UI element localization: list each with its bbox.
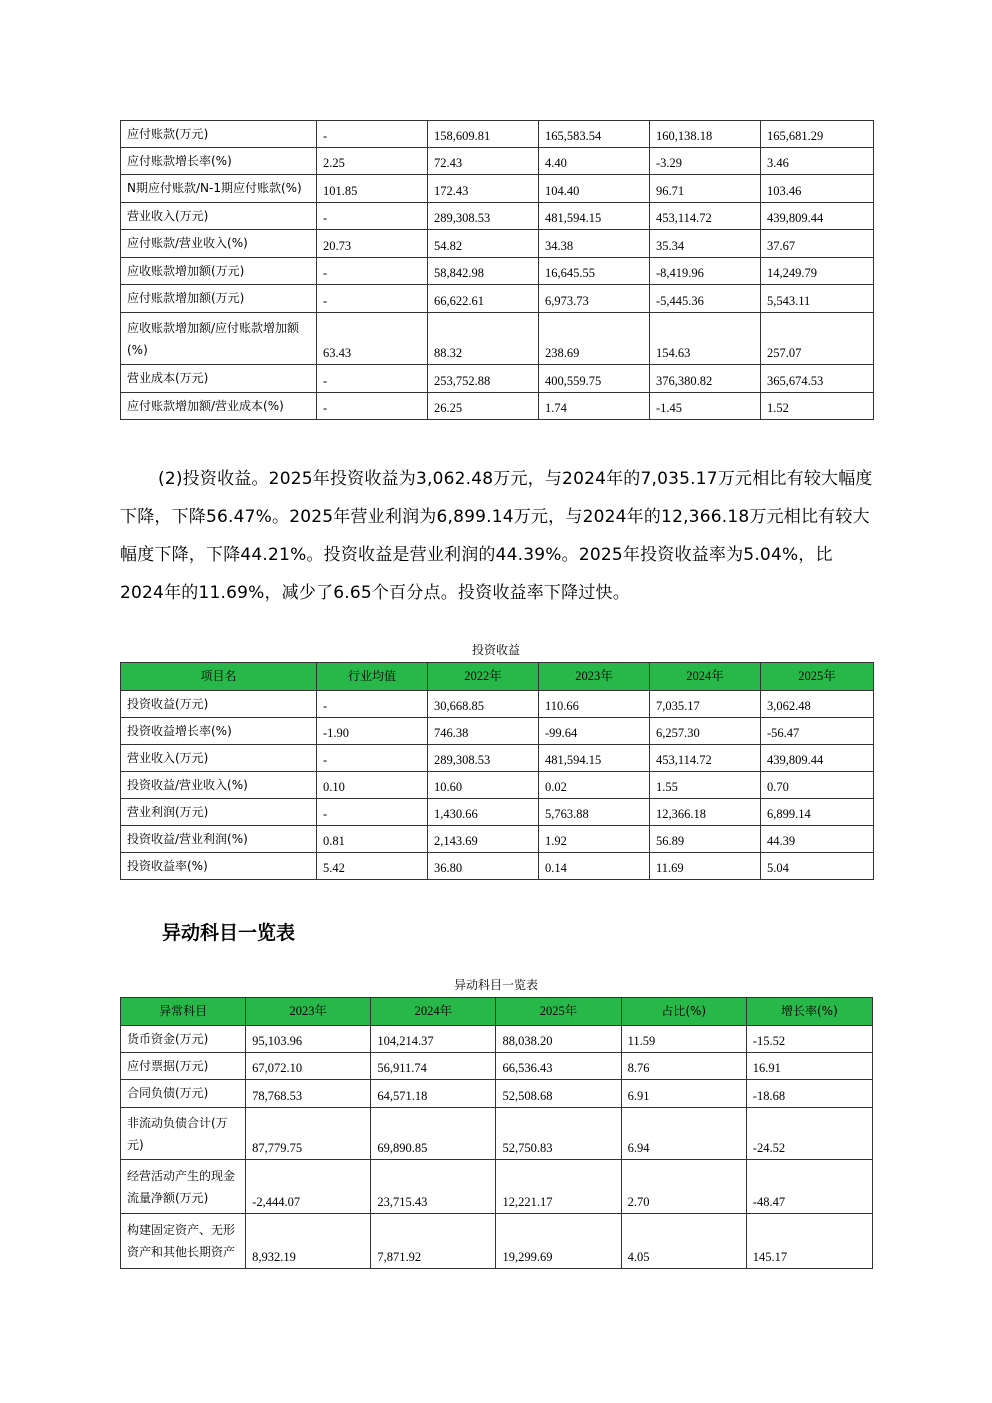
table-cell: 1.52 (761, 393, 874, 420)
table-cell: - (317, 745, 428, 772)
table-cell: 165,583.54 (539, 121, 650, 148)
table-cell: 56,911.74 (371, 1053, 496, 1080)
abnormal-items-table-body (121, 1026, 873, 1269)
column-header: 异常科目 (121, 998, 246, 1026)
investment-income-table-body (121, 691, 874, 880)
abnormal-items-caption: 异动科目一览表 (453, 978, 538, 992)
table-cell: 154.63 (650, 313, 761, 365)
row-label: 应付账款增长率(%) (121, 148, 317, 175)
table-cell: 104,214.37 (371, 1026, 496, 1053)
table-cell: 95,103.96 (246, 1026, 371, 1053)
row-label: 营业成本(万元) (121, 365, 317, 393)
table-cell: 145.17 (746, 1214, 872, 1269)
table-cell: 481,594.15 (539, 203, 650, 230)
table-cell: 481,594.15 (539, 745, 650, 772)
table-cell: 103.46 (761, 175, 874, 203)
table-cell: 11.59 (621, 1026, 746, 1053)
table-cell: 104.40 (539, 175, 650, 203)
table-cell: 289,308.53 (428, 745, 539, 772)
table-cell: 6,973.73 (539, 285, 650, 313)
table-cell: - (317, 393, 428, 420)
row-label: 营业利润(万元) (121, 799, 317, 826)
column-header: 2023年 (246, 998, 371, 1026)
table-cell: 3,062.48 (761, 691, 874, 718)
table-cell: -8,419.96 (650, 258, 761, 285)
table-cell: -5,445.36 (650, 285, 761, 313)
table-cell: 2,143.69 (428, 826, 539, 853)
table-cell: 20.73 (317, 230, 428, 258)
table-cell: -56.47 (761, 718, 874, 745)
table-cell: 110.66 (539, 691, 650, 718)
table-cell: 4.05 (621, 1214, 746, 1269)
table-cell: 87,779.75 (246, 1108, 371, 1160)
table-cell: - (317, 285, 428, 313)
table-cell: 158,609.81 (428, 121, 539, 148)
row-label: 应收账款增加额/应付账款增加额(%) (121, 313, 317, 365)
table-row (121, 772, 874, 799)
row-label: N期应付账款/N-1期应付账款(%) (121, 175, 317, 203)
column-header: 增长率(%) (746, 998, 872, 1026)
row-label: 营业收入(万元) (121, 203, 317, 230)
accounts-payable-table (120, 120, 874, 420)
row-label: 投资收益率(%) (121, 853, 317, 880)
row-label: 合同负债(万元) (121, 1080, 246, 1108)
table-cell: 5,543.11 (761, 285, 874, 313)
table-cell: 67,072.10 (246, 1053, 371, 1080)
table-cell: 8,932.19 (246, 1214, 371, 1269)
row-label: 非流动负债合计(万元) (121, 1108, 246, 1160)
table-cell: - (317, 203, 428, 230)
table-cell: 1.74 (539, 393, 650, 420)
row-label: 应付账款增加额(万元) (121, 285, 317, 313)
table-cell: 58,842.98 (428, 258, 539, 285)
table-cell: 96.71 (650, 175, 761, 203)
table-cell: -48.47 (746, 1160, 872, 1214)
table-cell: 289,308.53 (428, 203, 539, 230)
table-cell: 6.94 (621, 1108, 746, 1160)
row-label: 经营活动产生的现金流量净额(万元) (121, 1160, 246, 1214)
row-label: 投资收益/营业收入(%) (121, 772, 317, 799)
table-cell: 2.70 (621, 1160, 746, 1214)
table-cell: 2.25 (317, 148, 428, 175)
row-label: 投资收益(万元) (121, 691, 317, 718)
column-header: 2025年 (496, 998, 621, 1026)
table-cell: 12,221.17 (496, 1160, 621, 1214)
table-cell: 19,299.69 (496, 1214, 621, 1269)
table-row (121, 1026, 873, 1053)
table-cell: 0.70 (761, 772, 874, 799)
investment-income-header-row (121, 663, 874, 691)
table-row (121, 1108, 873, 1160)
table-cell: 52,508.68 (496, 1080, 621, 1108)
table-row (121, 365, 874, 393)
table-row (121, 745, 874, 772)
row-label: 货币资金(万元) (121, 1026, 246, 1053)
table-cell: 44.39 (761, 826, 874, 853)
table-cell: 63.43 (317, 313, 428, 365)
abnormal-items-table (120, 997, 873, 1269)
row-label: 应付账款(万元) (121, 121, 317, 148)
table-cell: 453,114.72 (650, 745, 761, 772)
table-cell: 72.43 (428, 148, 539, 175)
column-header: 2023年 (539, 663, 650, 691)
table-cell: 56.89 (650, 826, 761, 853)
table-cell: 6.91 (621, 1080, 746, 1108)
table-row (121, 691, 874, 718)
table-cell: 6,257.30 (650, 718, 761, 745)
table-cell: 66,622.61 (428, 285, 539, 313)
table-cell: 746.38 (428, 718, 539, 745)
table-cell: -24.52 (746, 1108, 872, 1160)
table-cell: 88.32 (428, 313, 539, 365)
table-row (121, 175, 874, 203)
table-cell: 34.38 (539, 230, 650, 258)
table-cell: 160,138.18 (650, 121, 761, 148)
table-cell: 7,035.17 (650, 691, 761, 718)
column-header: 占比(%) (621, 998, 746, 1026)
table-cell: 172.43 (428, 175, 539, 203)
table-cell: 30,668.85 (428, 691, 539, 718)
table-row (121, 313, 874, 365)
table-cell: 10.60 (428, 772, 539, 799)
table-cell: 14,249.79 (761, 258, 874, 285)
table-cell: 36.80 (428, 853, 539, 880)
section-title: 异动科目一览表 (162, 922, 296, 944)
row-label: 应收账款增加额(万元) (121, 258, 317, 285)
column-header: 2024年 (371, 998, 496, 1026)
table-cell: 52,750.83 (496, 1108, 621, 1160)
table-cell: 64,571.18 (371, 1080, 496, 1108)
table-cell: 8.76 (621, 1053, 746, 1080)
table-cell: - (317, 691, 428, 718)
table-cell: -15.52 (746, 1026, 872, 1053)
column-header: 2022年 (428, 663, 539, 691)
table-cell: 0.81 (317, 826, 428, 853)
table-cell: 5.04 (761, 853, 874, 880)
table-row (121, 230, 874, 258)
table-cell: 69,890.85 (371, 1108, 496, 1160)
table-cell: 78,768.53 (246, 1080, 371, 1108)
table-cell: 23,715.43 (371, 1160, 496, 1214)
table-cell: 400,559.75 (539, 365, 650, 393)
table-cell: 37.67 (761, 230, 874, 258)
table-cell: 453,114.72 (650, 203, 761, 230)
table-cell: 257.07 (761, 313, 874, 365)
row-label: 构建固定资产、无形资产和其他长期资产 (121, 1214, 246, 1269)
table-cell: 365,674.53 (761, 365, 874, 393)
investment-income-table (120, 662, 874, 880)
table-cell: 439,809.44 (761, 203, 874, 230)
column-header: 2024年 (650, 663, 761, 691)
table-cell: -3.29 (650, 148, 761, 175)
table-cell: 101.85 (317, 175, 428, 203)
row-label: 应付票据(万元) (121, 1053, 246, 1080)
accounts-payable-table-body (121, 121, 874, 420)
table-cell: 26.25 (428, 393, 539, 420)
column-header: 项目名 (121, 663, 317, 691)
table-cell: 7,871.92 (371, 1214, 496, 1269)
table-cell: 238.69 (539, 313, 650, 365)
table-cell: 66,536.43 (496, 1053, 621, 1080)
table-cell: 253,752.88 (428, 365, 539, 393)
table-row (121, 718, 874, 745)
table-row (121, 148, 874, 175)
table-cell: 0.10 (317, 772, 428, 799)
table-row (121, 393, 874, 420)
table-row (121, 203, 874, 230)
column-header: 行业均值 (317, 663, 428, 691)
table-cell: - (317, 799, 428, 826)
table-cell: 0.02 (539, 772, 650, 799)
table-cell: 11.69 (650, 853, 761, 880)
table-cell: 12,366.18 (650, 799, 761, 826)
row-label: 投资收益/营业利润(%) (121, 826, 317, 853)
column-header: 2025年 (761, 663, 874, 691)
table-row (121, 1214, 873, 1269)
table-cell: - (317, 258, 428, 285)
table-cell: 165,681.29 (761, 121, 874, 148)
table-cell: 16.91 (746, 1053, 872, 1080)
table-row (121, 1160, 873, 1214)
table-cell: -99.64 (539, 718, 650, 745)
table-cell: 439,809.44 (761, 745, 874, 772)
table-cell: 16,645.55 (539, 258, 650, 285)
row-label: 应付账款/营业收入(%) (121, 230, 317, 258)
investment-income-caption: 投资收益 (471, 643, 520, 657)
table-cell: 1,430.66 (428, 799, 539, 826)
table-cell: - (317, 365, 428, 393)
table-cell: 1.55 (650, 772, 761, 799)
table-cell: -2,444.07 (246, 1160, 371, 1214)
table-cell: 88,038.20 (496, 1026, 621, 1053)
table-row (121, 799, 874, 826)
table-row (121, 121, 874, 148)
table-cell: -1.45 (650, 393, 761, 420)
investment-income-paragraph: (2)投资收益。2025年投资收益为3,062.48万元，与2024年的7,035.17万元相比有较大幅度下降，下降56.47%。2025年营业利润为6,899.14万元，与2024年的12,366.18万元相比有较大幅度下降，下降44.21%。投资收益是营业利润的44.39%。2025年投资收益率为5.04%，比2024年的11.69%，减少了6.65个百分点。投资收益率下降过快。 (120, 469, 873, 603)
table-row (121, 826, 874, 853)
table-cell: - (317, 121, 428, 148)
table-cell: -18.68 (746, 1080, 872, 1108)
table-row (121, 853, 874, 880)
table-cell: 5,763.88 (539, 799, 650, 826)
row-label: 营业收入(万元) (121, 745, 317, 772)
table-row (121, 258, 874, 285)
table-cell: 5.42 (317, 853, 428, 880)
table-cell: 0.14 (539, 853, 650, 880)
table-cell: 1.92 (539, 826, 650, 853)
table-cell: 3.46 (761, 148, 874, 175)
table-row (121, 1080, 873, 1108)
table-cell: 35.34 (650, 230, 761, 258)
table-cell: 376,380.82 (650, 365, 761, 393)
table-cell: 54.82 (428, 230, 539, 258)
row-label: 应付账款增加额/营业成本(%) (121, 393, 317, 420)
table-cell: 6,899.14 (761, 799, 874, 826)
table-cell: -1.90 (317, 718, 428, 745)
abnormal-items-header-row (121, 998, 873, 1026)
table-row (121, 285, 874, 313)
table-cell: 4.40 (539, 148, 650, 175)
row-label: 投资收益增长率(%) (121, 718, 317, 745)
table-row (121, 1053, 873, 1080)
